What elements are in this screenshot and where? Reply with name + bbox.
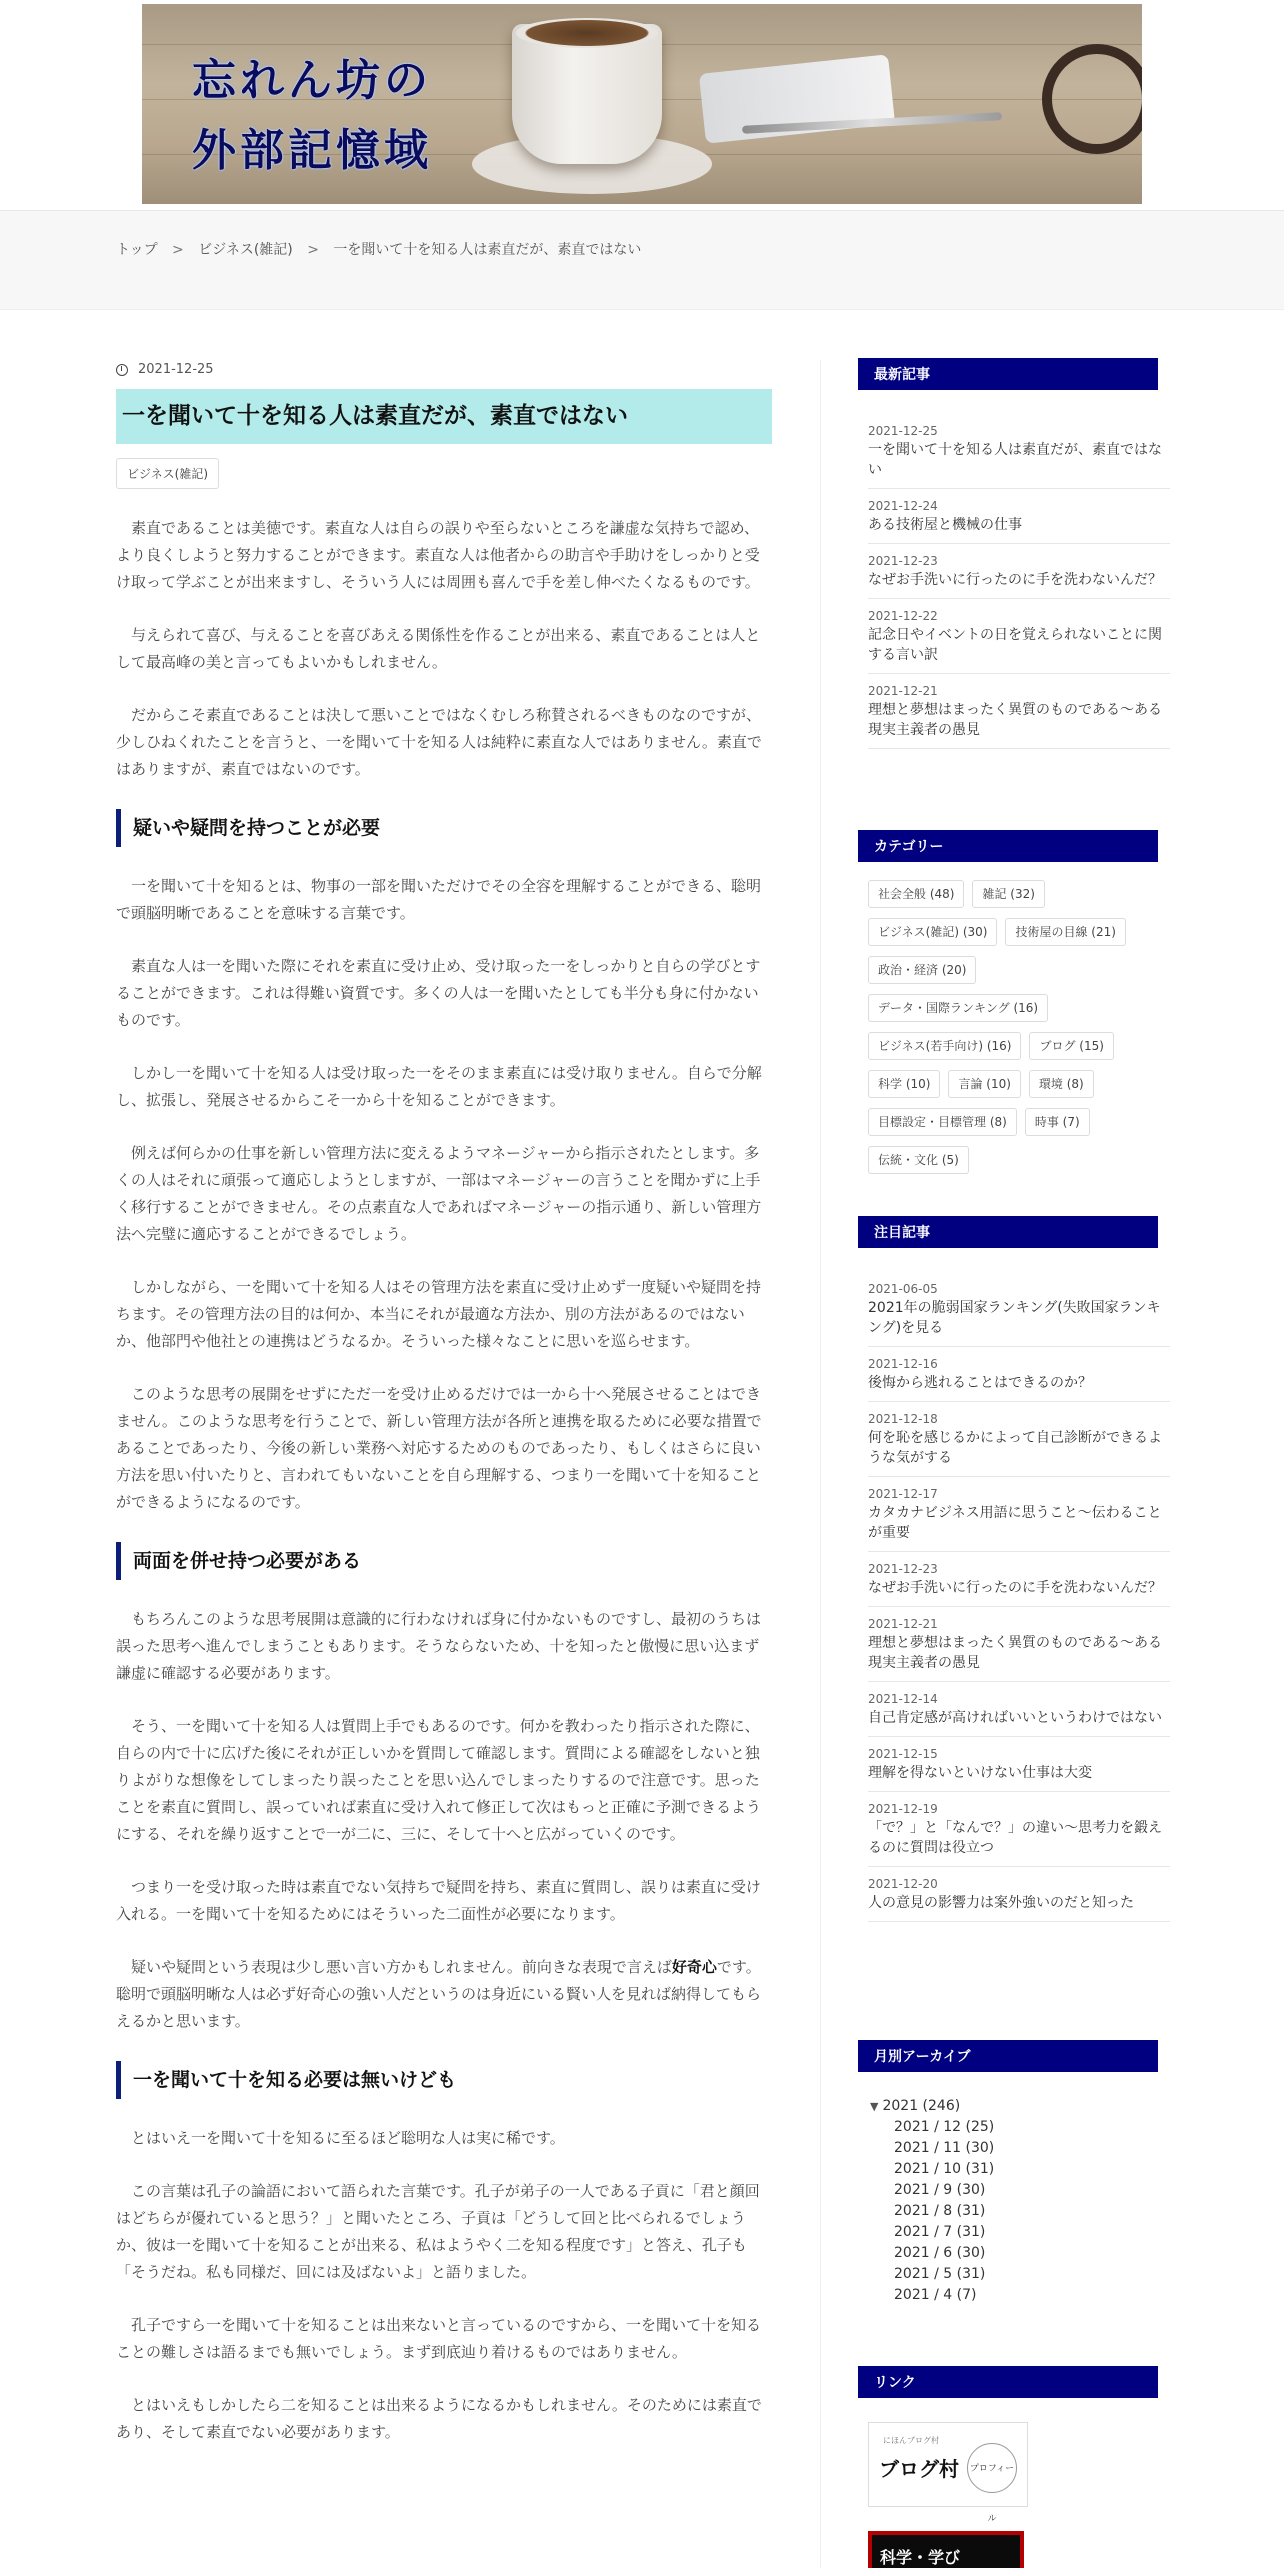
breadcrumb-band xyxy=(0,210,1284,310)
list-item[interactable] xyxy=(868,599,1170,674)
breadcrumb-separator: > xyxy=(307,242,319,258)
item-title[interactable]: 自己肯定感が高ければいいというわけではない xyxy=(868,1710,1162,1726)
blogmura-banner[interactable] xyxy=(868,2422,1028,2524)
item-date: 2021-12-23 xyxy=(868,554,938,568)
category-tag[interactable]: データ・国際ランキング (16) xyxy=(868,994,1048,1022)
item-title[interactable]: 2021年の脆弱国家ランキング(失敗国家ランキング)を見る xyxy=(868,1300,1161,1336)
paragraph-text: 疑いや疑問という表現は少し悪い言い方かもしれません。前向きな表現で言えば xyxy=(131,1957,672,1976)
header-banner-image[interactable] xyxy=(142,4,1142,204)
archive-month[interactable]: 2021 / 10 (31) xyxy=(894,2161,995,2177)
paragraph: とはいえもしかしたら二を知ることは出来るようになるかもしれません。そのためには素直であり、そして素直でない必要があります。 xyxy=(116,2395,762,2441)
category-tag[interactable]: 言論 (10) xyxy=(948,1070,1020,1098)
sidebar-links xyxy=(858,2366,1168,2568)
sidebar-archive xyxy=(858,2040,1168,2306)
item-title[interactable]: 記念日やイベントの日を覚えられないことに関する言い訳 xyxy=(868,627,1162,663)
category-tag[interactable]: 伝統・文化 (5) xyxy=(868,1146,969,1174)
item-date: 2021-12-21 xyxy=(868,684,938,698)
sidebar-title-categories: カテゴリー xyxy=(858,830,1158,862)
sidebar-title-links: リンク xyxy=(858,2366,1158,2398)
item-date: 2021-12-20 xyxy=(868,1877,938,1891)
section-heading: 疑いや疑問を持つことが必要 xyxy=(116,809,772,847)
item-title[interactable]: なぜお手洗いに行ったのに手を洗わないんだ？ xyxy=(868,572,1162,588)
paragraph: 与えられて喜び、与えることを喜びあえる関係性を作ることが出来る、素直であることは人として最高峰の美と言ってもよいかもしれません。 xyxy=(116,625,761,671)
category-tag[interactable]: ブログ (15) xyxy=(1029,1032,1113,1060)
banner-text: 科学・学び xyxy=(880,2548,961,2567)
list-item[interactable] xyxy=(868,544,1170,599)
list-item[interactable] xyxy=(868,674,1170,749)
post-title: 一を聞いて十を知る人は素直だが、素直ではない xyxy=(116,389,772,444)
paragraph: このような思考の展開をせずにただ一を受け止めるだけでは一から十へ発展させることはできません。このような思考を行うことで、新しい管理方法が各所と連携を取るために必要な措置であることであったり、今後の新しい業務へ対応するためのものであったり、もしくはさらに良い方法を思い付いたりと、言われてもいないことを自ら理解する、つまり一を聞いて十を知ることができるようになるのです。 xyxy=(116,1384,762,1511)
list-item[interactable] xyxy=(868,1607,1170,1682)
paragraph: 一を聞いて十を知るとは、物事の一部を聞いただけでその全容を理解することができる、聡明で頭脳明晰であることを意味する言葉です。 xyxy=(116,876,762,922)
site-title-line1: 忘れん坊の xyxy=(192,55,432,106)
category-tag[interactable]: 環境 (8) xyxy=(1029,1070,1094,1098)
item-title[interactable]: 「で？」と「なんで？」の違い～思考力を鍛えるのに質問は役立つ xyxy=(868,1820,1162,1856)
item-date: 2021-12-24 xyxy=(868,499,938,513)
paragraph: 素直な人は一を聞いた際にそれを素直に受け止め、受け取った一をしっかりと自らの学びとすることができます。これは得難い資質です。多くの人は一を聞いたとしても半分も身に付かないものです。 xyxy=(116,956,761,1029)
breadcrumb-current: 一を聞いて十を知る人は素直だが、素直ではない xyxy=(333,242,642,258)
category-tag[interactable]: 科学 (10) xyxy=(868,1070,940,1098)
paragraph: しかしながら、一を聞いて十を知る人はその管理方法を素直に受け止めず一度疑いや疑問を持ちます。その管理方法の目的は何か、本当にそれが最適な方法か、別の方法があるのではないか、他部門や他社との連携はどうなるか。そういった様々なことに思いを巡らせます。 xyxy=(116,1277,762,1350)
archive-tree xyxy=(858,2096,1168,2306)
item-title[interactable]: 理解を得ないといけない仕事は大変 xyxy=(868,1765,1092,1781)
list-item[interactable] xyxy=(868,1682,1170,1737)
item-title[interactable]: 理想と夢想はまったく異質のものである～ある現実主義者の愚見 xyxy=(868,702,1162,738)
sidebar-categories xyxy=(858,830,1168,1184)
featured-list xyxy=(858,1272,1170,1922)
list-item[interactable] xyxy=(868,1552,1170,1607)
science-banner[interactable] xyxy=(868,2531,1024,2568)
paragraph: そう、一を聞いて十を知る人は質問上手でもあるのです。何かを教わったり指示された際に、自らの内で十に広げた後にそれが正しいかを質問して確認します。質問による確認をしないと独りよがりな想像をしてしまったり誤ったことを思い込んでしまったりするので注意です。思ったことを素直に質問し、誤っていれば素直に受け入れて修正して次はもっと正確に予測できるようにする、それを繰り返すことで一が二に、三に、そして十へと広がっていくのです。 xyxy=(116,1716,762,1843)
item-title[interactable]: ある技術屋と機械の仕事 xyxy=(868,517,1022,533)
section-heading: 一を聞いて十を知る必要は無いけども xyxy=(116,2061,772,2099)
recent-list xyxy=(858,414,1170,749)
banner-profile-badge: プロフィール xyxy=(967,2443,1017,2493)
coffee-surface-shape xyxy=(516,18,658,48)
item-date: 2021-12-18 xyxy=(868,1412,938,1426)
banner-main-text: ブログ村 xyxy=(879,2457,959,2481)
section-heading: 両面を併せ持つ必要がある xyxy=(116,1542,772,1580)
item-title[interactable]: 何を恥を感じるかによって自己診断ができるような気がする xyxy=(868,1430,1162,1466)
category-tag[interactable]: 時事 (7) xyxy=(1025,1108,1090,1136)
triangle-down-icon[interactable]: ▼ xyxy=(870,2100,879,2113)
item-title[interactable]: 後悔から逃れることはできるのか？ xyxy=(868,1375,1092,1391)
category-tag-list xyxy=(858,880,1170,1184)
site-header xyxy=(0,0,1284,210)
post-date xyxy=(116,362,772,377)
list-item[interactable] xyxy=(868,1737,1170,1792)
breadcrumb-category-link[interactable]: ビジネス(雑記) xyxy=(198,242,293,258)
list-item[interactable] xyxy=(868,1792,1170,1867)
archive-month[interactable]: 2021 / 6 (30) xyxy=(894,2245,986,2261)
item-date: 2021-12-17 xyxy=(868,1487,938,1501)
list-item[interactable] xyxy=(868,414,1170,489)
list-item[interactable] xyxy=(868,1272,1170,1347)
list-item[interactable] xyxy=(868,1402,1170,1477)
archive-month[interactable]: 2021 / 9 (30) xyxy=(894,2182,986,2198)
item-date: 2021-12-23 xyxy=(868,1562,938,1576)
list-item[interactable] xyxy=(868,1867,1170,1922)
banner-small-text: にほんブログ村 xyxy=(883,2436,939,2445)
archive-month[interactable]: 2021 / 12 (25) xyxy=(894,2119,995,2135)
archive-year-label[interactable]: 2021 (246) xyxy=(882,2098,961,2114)
sidebar-title-recent: 最新記事 xyxy=(858,358,1158,390)
category-tag[interactable]: ビジネス(雑記) (30) xyxy=(868,918,997,946)
site-title-line2: 外部記憶域 xyxy=(192,125,432,176)
paragraph: しかし一を聞いて十を知る人は受け取った一をそのまま素直には受け取りません。自らで分解し、拡張し、発展させるからこそ一から十を知ることができます。 xyxy=(116,1063,762,1109)
archive-month[interactable]: 2021 / 5 (31) xyxy=(894,2266,986,2282)
item-date: 2021-12-14 xyxy=(868,1692,938,1706)
category-tag[interactable]: 技術屋の目線 (21) xyxy=(1005,918,1125,946)
item-date: 2021-06-05 xyxy=(868,1282,938,1296)
sidebar-title-archive: 月別アーカイブ xyxy=(858,2040,1158,2072)
category-tag[interactable]: 社会全般 (48) xyxy=(868,880,964,908)
category-tag[interactable]: ビジネス(若手向け) (16) xyxy=(868,1032,1021,1060)
column-divider xyxy=(820,360,821,2568)
paragraph: この言葉は孔子の論語において語られた言葉です。孔子が弟子の一人である子貢に「君と顔回はどちらが優れていると思う？」と聞いたところ、子貢は「どうして回と比べられるでしょうか、彼は一を聞いて十を知ることが出来る、私はようやく二を知る程度です」と答え、孔子も「そうだね。私も同様だ、回には及ばないよ」と語りました。 xyxy=(116,2181,760,2281)
archive-year[interactable] xyxy=(870,2096,1168,2117)
paragraph: とはいえ一を聞いて十を知るに至るほど聡明な人は実に稀です。 xyxy=(131,2128,565,2147)
sidebar-featured xyxy=(858,1216,1168,1922)
paragraph: 素直であることは美徳です。素直な人は自らの誤りや至らないところを謙虚な気持ちで認め、より良くしようと努力することができます。素直な人は他者からの助言や手助けをしっかりと受け取って学ぶことが出来ますし、そういう人には周囲も喜んで手を差し伸べたくなるものです。 xyxy=(116,518,760,591)
item-title[interactable]: 一を聞いて十を知る人は素直だが、素直ではない xyxy=(868,442,1162,478)
archive-month[interactable]: 2021 / 4 (7) xyxy=(894,2287,977,2303)
category-tag[interactable]: 雑記 (32) xyxy=(972,880,1044,908)
item-date: 2021-12-21 xyxy=(868,1617,938,1631)
archive-month[interactable]: 2021 / 8 (31) xyxy=(894,2203,986,2219)
item-date: 2021-12-22 xyxy=(868,609,938,623)
item-date: 2021-12-25 xyxy=(868,424,938,438)
post-date-text: 2021-12-25 xyxy=(138,362,214,377)
list-item[interactable] xyxy=(868,1477,1170,1552)
paragraph xyxy=(116,1954,772,2035)
item-title[interactable]: カタカナビジネス用語に思うこと～伝わることが重要 xyxy=(868,1505,1162,1541)
item-date: 2021-12-16 xyxy=(868,1357,938,1371)
sidebar-recent xyxy=(858,358,1168,749)
category-tag[interactable]: 政治・経済 (20) xyxy=(868,956,976,984)
item-date: 2021-12-15 xyxy=(868,1747,938,1761)
paragraph: 孔子ですら一を聞いて十を知ることは出来ないと言っているのですから、一を聞いて十を知ることの難しさは語るまでも無いでしょう。まず到底辿り着けるものではありません。 xyxy=(116,2315,762,2361)
item-title[interactable]: 理想と夢想はまったく異質のものである～ある現実主義者の愚見 xyxy=(868,1635,1162,1671)
list-item[interactable] xyxy=(868,1347,1170,1402)
paragraph: もちろんこのような思考展開は意識的に行わなければ身に付かないものですし、最初のうちは誤った思考へ進んでしまうこともあります。そうならないため、十を知ったと傲慢に思い込まず謙虚に確認する必要があります。 xyxy=(116,1609,762,1682)
bold-keyword: 好奇心 xyxy=(671,1957,717,1976)
paragraph: だからこそ素直であることは決して悪いことではなくむしろ称賛されるべきものなのですが、少しひねくれたことを言うと、一を聞いて十を知る人は純粋に素直な人ではありません。素直ではありますが、素直ではないのです。 xyxy=(116,705,762,778)
category-tag[interactable]: 目標設定・目標管理 (8) xyxy=(868,1108,1017,1136)
breadcrumb-separator: > xyxy=(172,242,184,258)
breadcrumb-top-link[interactable]: トップ xyxy=(116,242,158,258)
paragraph: 例えば何らかの仕事を新しい管理方法に変えるようマネージャーから指示されたとします。多くの人はそれに頑張って適応しようとしますが、一部はマネージャーの言うことを聞かずに上手く移行することができません。その点素直な人であればマネージャーの指示通り、新しい管理方法へ完璧に適応することができるでしょう。 xyxy=(116,1143,762,1243)
sidebar-title-featured: 注目記事 xyxy=(858,1216,1158,1248)
clock-icon xyxy=(116,364,128,376)
glasses-shape xyxy=(1042,44,1142,154)
post-category-tag[interactable]: ビジネス(雑記) xyxy=(116,458,219,489)
archive-month[interactable]: 2021 / 7 (31) xyxy=(894,2224,986,2240)
article xyxy=(116,362,772,2446)
item-date: 2021-12-19 xyxy=(868,1802,938,1816)
archive-month[interactable]: 2021 / 11 (30) xyxy=(894,2140,995,2156)
breadcrumb xyxy=(116,239,651,259)
list-item[interactable] xyxy=(868,489,1170,544)
item-title[interactable]: なぜお手洗いに行ったのに手を洗わないんだ？ xyxy=(868,1580,1162,1596)
item-title[interactable]: 人の意見の影響力は案外強いのだと知った xyxy=(868,1895,1134,1911)
paragraph-text: です。聡明で頭脳明晰な人は必ず好奇心の強い人だというのは身近にいる賢い人を見れば納得してもらえるかと思います。 xyxy=(116,1957,762,2030)
paragraph: つまり一を受け取った時は素直でない気持ちで疑問を持ち、素直に質問し、誤りは素直に受け入れる。一を聞いて十を知るためにはそういった二面性が必要になります。 xyxy=(116,1877,761,1923)
